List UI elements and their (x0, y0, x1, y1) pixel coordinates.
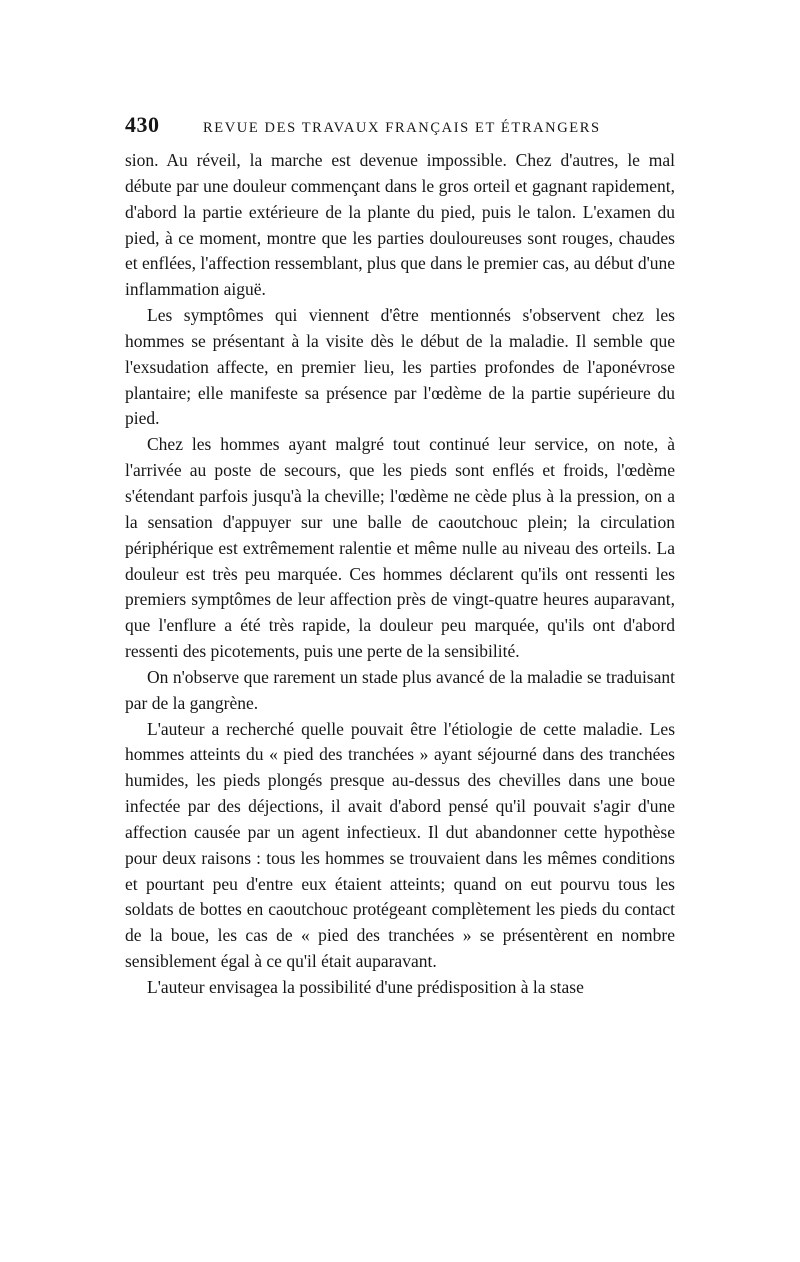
paragraph-continued: sion. Au réveil, la marche est devenue impossible. Chez d'autres, le mal débute par une douleur commençant dans le gros orteil et gagnant rapidement, d'abord la partie extérieure de la plante du pied, puis le talon. L'examen du pied, à ce moment, montre que les parties douloureuses sont rouges, chaudes et enflées, l'affection ressemblant, plus que dans le premier cas, au début d'une inflammation aiguë. (125, 150, 675, 300)
body-text (125, 148, 675, 1001)
paragraph: L'auteur a recherché quelle pouvait être l'étiologie de cette maladie. Les hommes atteints du « pied des tranchées » ayant séjourné dans des tranchées humides, les pieds plongés presque au-dessus des chevilles dans une boue infectée par des déjections, il avait d'abord pensé qu'il pouvait s'agir d'une affection causée par un agent infectieux. Il dut abandonner cette hypothèse pour deux raisons : tous les hommes se trouvaient dans les mêmes conditions et pourtant peu d'entre eux étaient atteints; quand on eut pourvu tous les soldats de bottes en caoutchouc protégeant complètement les pieds du contact de la boue, les cas de « pied des tranchées » se présentèrent en nombre sensiblement égal à ce qu'il était auparavant. (125, 718, 675, 972)
paragraph: Chez les hommes ayant malgré tout continué leur service, on note, à l'arrivée au poste de secours, que les pieds sont enflés et froids, l'œdème s'étendant parfois jusqu'à la cheville; l'œdème ne cède plus à la pression, on a la sensation d'appuyer sur une balle de caoutchouc plein; la circulation périphérique est extrêmement ralentie et même nulle au niveau des orteils. La douleur est très peu marquée. Ces hommes déclarent qu'ils ont ressenti les premiers symptômes de leur affection près de vingt-quatre heures auparavant, que l'enflure a été très rapide, la douleur peu marquée, qu'ils ont d'abord ressenti des picotements, puis une perte de la sensibilité. (125, 434, 675, 662)
running-title: REVUE DES TRAVAUX FRANÇAIS ET ÉTRANGERS (203, 120, 601, 136)
paragraph: On n'observe que rarement un stade plus avancé de la maladie se traduisant par de la gangrène. (125, 666, 675, 713)
paragraph: Les symptômes qui viennent d'être mentionnés s'observent chez les hommes se présentant à la visite dès le début de la maladie. Il semble que l'exsudation affecte, en premier lieu, les parties profondes de l'aponévrose plantaire; elle manifeste sa présence par l'œdème de la partie supérieure du pied. (125, 305, 675, 429)
page-number: 430 (125, 112, 160, 137)
book-page (125, 112, 675, 1001)
running-header (125, 112, 675, 142)
paragraph-last: L'auteur envisagea la possibilité d'une prédisposition à la stase (147, 977, 584, 997)
